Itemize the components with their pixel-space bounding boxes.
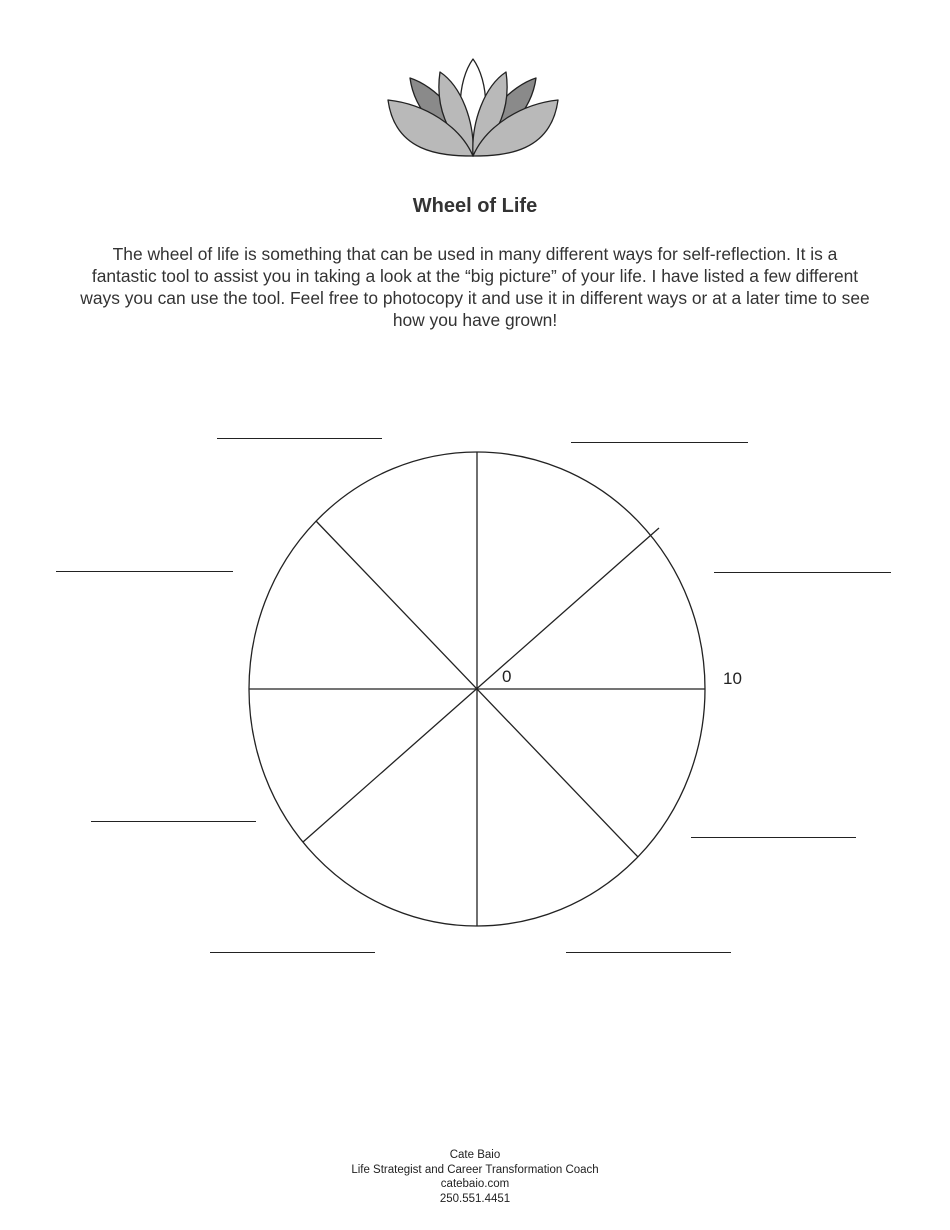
footer-role: Life Strategist and Career Transformation Coach [351,1163,599,1176]
category-blank-lower-right[interactable] [691,837,856,838]
footer-phone: 250.551.4451 [439,1192,511,1205]
wheel-spoke-diagonal-b [303,528,659,842]
category-blank-bottom-left[interactable] [210,952,375,953]
scale-min-label: 0 [502,667,512,686]
category-blank-lower-left[interactable] [91,821,256,822]
category-blank-upper-right[interactable] [714,572,891,573]
category-blank-upper-left[interactable] [56,571,233,572]
scale-max-label: 10 [723,669,742,688]
footer-website[interactable]: catebaio.com [440,1178,510,1190]
category-blank-top-left[interactable] [217,438,382,439]
page-title: Wheel of Life [412,195,538,217]
footer [0,1148,950,1206]
intro-paragraph: The wheel of life is something that can be used in many different ways for self-reflection. It is a fantastic tool to assist you in taking a look at the “big picture” of your life. I have listed a few different ways you can use the tool. Feel free to photocopy it and use it in different ways or at a later time to see how you have grown! [80,244,870,330]
category-blank-bottom-right[interactable] [566,952,731,953]
footer-name: Cate Baio [449,1149,501,1161]
category-blank-top-right[interactable] [571,442,748,443]
